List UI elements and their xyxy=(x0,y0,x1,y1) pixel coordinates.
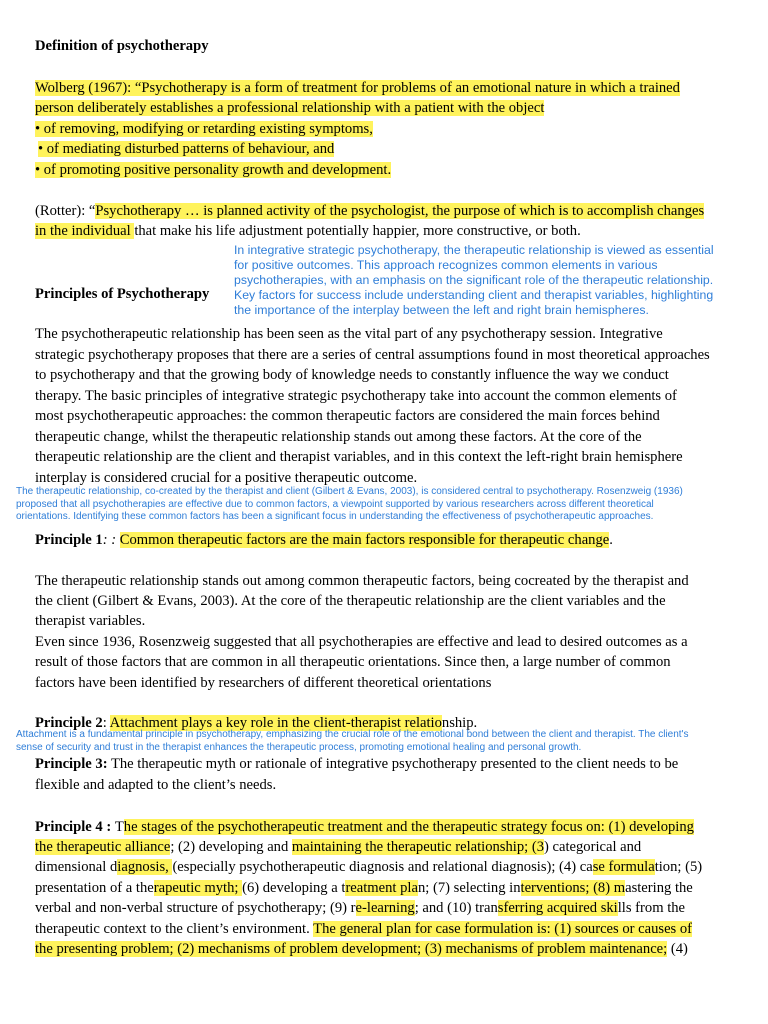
principle-4-line-7 xyxy=(35,939,688,959)
note-line: Key factors for success include understanding client and therapist variables, highlighting xyxy=(234,288,714,302)
highlight: the therapeutic alliance xyxy=(35,839,171,855)
para1-line: most psychotherapeutic approaches: the common therapeutic factors are considered the main forces behind xyxy=(35,408,660,424)
highlight: Psychotherapy … is planned activity of the psychologist, the purpose of which is to accomplish changes xyxy=(95,203,705,219)
principle-1-label: Principle 1 xyxy=(35,532,103,548)
text: (4) xyxy=(667,941,688,957)
principle-1 xyxy=(35,530,613,550)
text: lls from the xyxy=(617,900,686,916)
highlight: in the individual xyxy=(35,223,135,239)
highlight: Attachment plays a key role in the client-therapist relatio xyxy=(109,715,442,731)
wolberg-line-1 xyxy=(35,78,680,98)
highlight: reatment pla xyxy=(345,880,418,896)
note-line: The therapeutic relationship, co-created by the therapist and client (Gilbert & Evans, 2003), is considered central to psychotherapy. Rosenzweig (1936) xyxy=(16,486,683,497)
highlight: terventions; (8) m xyxy=(520,880,626,896)
text: ; and (10) tran xyxy=(414,900,498,916)
principle-3-text: The therapeutic myth or rationale of integrative psychotherapy presented to the client needs to be xyxy=(107,756,679,772)
text: T xyxy=(114,819,124,835)
principle-2-text: nship. xyxy=(441,715,478,731)
principle-4-label: Principle 4 : xyxy=(35,819,115,835)
text: ; (2) developing and xyxy=(170,839,292,855)
principle-1-separator: : : xyxy=(102,532,120,548)
text: astering the xyxy=(625,880,693,896)
text: verbal and non-verbal structure of psychotherapy; (9) r xyxy=(35,900,356,916)
rotter-line-1 xyxy=(35,201,704,221)
wolberg-line-2 xyxy=(35,98,544,118)
note-line: psychotherapies, with an emphasis on the significant role of the therapeutic relationship. xyxy=(234,273,714,287)
para2-line: factors have been identified by researchers of different theoretical orientations xyxy=(35,675,492,691)
highlight: maintaining the therapeutic relationship; (3 xyxy=(291,839,544,855)
note-line: In integrative strategic psychotherapy, the therapeutic relationship is viewed as essential xyxy=(234,243,714,257)
principle-3-label: Principle 3: xyxy=(35,756,108,772)
para2-line: The therapeutic relationship stands out among common therapeutic factors, being cocreated by the therapist and xyxy=(35,573,689,589)
principle-3-line-2: flexible and adapted to the client’s needs. xyxy=(35,777,277,793)
wolberg-bullet-1 xyxy=(35,119,373,139)
principle-4-line-5 xyxy=(35,898,685,918)
rotter-attribution: (Rotter): “ xyxy=(35,203,96,219)
highlight: The general plan for case formulation is: (1) sources or causes of xyxy=(313,921,693,937)
wolberg-bullet-2 xyxy=(38,139,334,159)
note-line: Attachment is a fundamental principle in psychotherapy, emphasizing the crucial role of the emotional bond between the client and therapist. The client's xyxy=(16,729,689,740)
text: dimensional d xyxy=(35,859,118,875)
para1-line: therapeutic change, whilst the therapeutic relationship stands out among these factors. At the core of the xyxy=(35,429,642,445)
comment-note-3 xyxy=(16,729,689,754)
principle-1-end: . xyxy=(609,532,613,548)
para1-line: to psychotherapy and that the growing body of knowledge needs to constantly influence the way we conduct xyxy=(35,367,669,383)
para1-line: The psychotherapeutic relationship has been seen as the vital part of any psychotherapy session. Integrative xyxy=(35,326,663,342)
note-line: proposed that all psychotherapies are effective due to common factors, a viewpoint supported by various researchers across different theoretical xyxy=(16,498,654,510)
highlight: Common therapeutic factors are the main factors responsible for therapeutic change xyxy=(119,532,610,548)
highlight: Wolberg (1967): “Psychotherapy is a form of treatment for problems of an emotional nature in which a trained xyxy=(35,80,680,96)
para1-line: strategic psychotherapy proposes that there are a series of central assumptions found in most theoretical approaches xyxy=(35,347,710,363)
text: therapeutic context to the client’s environment. xyxy=(35,921,314,937)
text: n; (7) selecting in xyxy=(417,880,521,896)
para2-line: Even since 1936, Rosenzweig suggested that all psychotherapies are effective and lead to desired outcomes as a xyxy=(35,634,688,650)
highlight: person deliberately establishes a professional relationship with a patient with the object xyxy=(35,100,545,116)
para1-line: interplay is considered crucial for a positive therapeutic outcome. xyxy=(35,470,418,486)
highlight: the presenting problem; (2) mechanisms of problem development; (3) mechanisms of problem maintenance; xyxy=(35,941,668,957)
text: tion; (5) xyxy=(654,859,703,875)
definition-heading: Definition of psychotherapy xyxy=(35,38,209,54)
principle-4-line-4 xyxy=(35,878,693,898)
para2-line: result of those factors that are common in all therapeutic orientations. Since then, a large number of common xyxy=(35,654,671,670)
rotter-line-2 xyxy=(35,221,581,241)
note-line: orientations. Identifying these common factors has been a significant focus in understanding the effectiveness of psychotherapeutic approaches. xyxy=(16,511,654,522)
text: ) categorical and xyxy=(544,839,642,855)
principle-2-separator: : xyxy=(102,715,110,731)
text: (especially psychotherapeutic diagnosis and relational diagnosis); (4) ca xyxy=(172,859,593,875)
principle-3-line-1 xyxy=(35,754,678,774)
wolberg-bullet-3 xyxy=(35,160,391,180)
note-line: for positive outcomes. This approach recognizes common elements in various xyxy=(234,258,658,272)
para1-line: therapeutic relationship are the client and therapist variables, and in this context the left-right brain hemisphere xyxy=(35,449,683,465)
highlight: he stages of the psychotherapeutic treatment and the therapeutic strategy focus on: (1) developing xyxy=(123,819,694,835)
highlight: • of removing, modifying or retarding existing symptoms, xyxy=(35,121,373,137)
highlight: iagnosis, xyxy=(117,859,173,875)
comment-note-2 xyxy=(16,486,683,524)
text: (6) developing a t xyxy=(242,880,346,896)
para1-line: therapy. The basic principles of integrative strategic psychotherapy take into account the common elements of xyxy=(35,388,677,404)
highlight: se formula xyxy=(592,859,655,875)
principle-4-line-2 xyxy=(35,837,641,857)
highlight: sferring acquired ski xyxy=(497,900,618,916)
principles-heading: Principles of Psychotherapy xyxy=(35,286,210,302)
highlight: rapeutic myth; xyxy=(153,880,243,896)
principle-2-label: Principle 2 xyxy=(35,715,103,731)
highlight: • of promoting positive personality growth and development. xyxy=(35,162,392,178)
principle-4-line-1 xyxy=(35,817,694,837)
highlight: • of mediating disturbed patterns of behaviour, and xyxy=(38,141,335,157)
text: presentation of a the xyxy=(35,880,154,896)
principle-4-line-3 xyxy=(35,857,702,877)
highlight: e-learning xyxy=(355,900,415,916)
para2-line: the client (Gilbert & Evans, 2003). At the core of the therapeutic relationship are the client variables and the xyxy=(35,593,666,609)
note-line: the importance of the interplay between the left and right brain hemispheres. xyxy=(234,303,649,317)
para2-line: therapist variables. xyxy=(35,613,146,629)
rotter-text: that make his life adjustment potentially happier, more constructive, or both. xyxy=(134,223,581,239)
note-line: sense of security and trust in the therapist enhances the therapeutic process, promoting emotional healing and personal growth. xyxy=(16,741,582,753)
comment-note-1 xyxy=(234,243,714,318)
principle-4-line-6 xyxy=(35,919,692,939)
